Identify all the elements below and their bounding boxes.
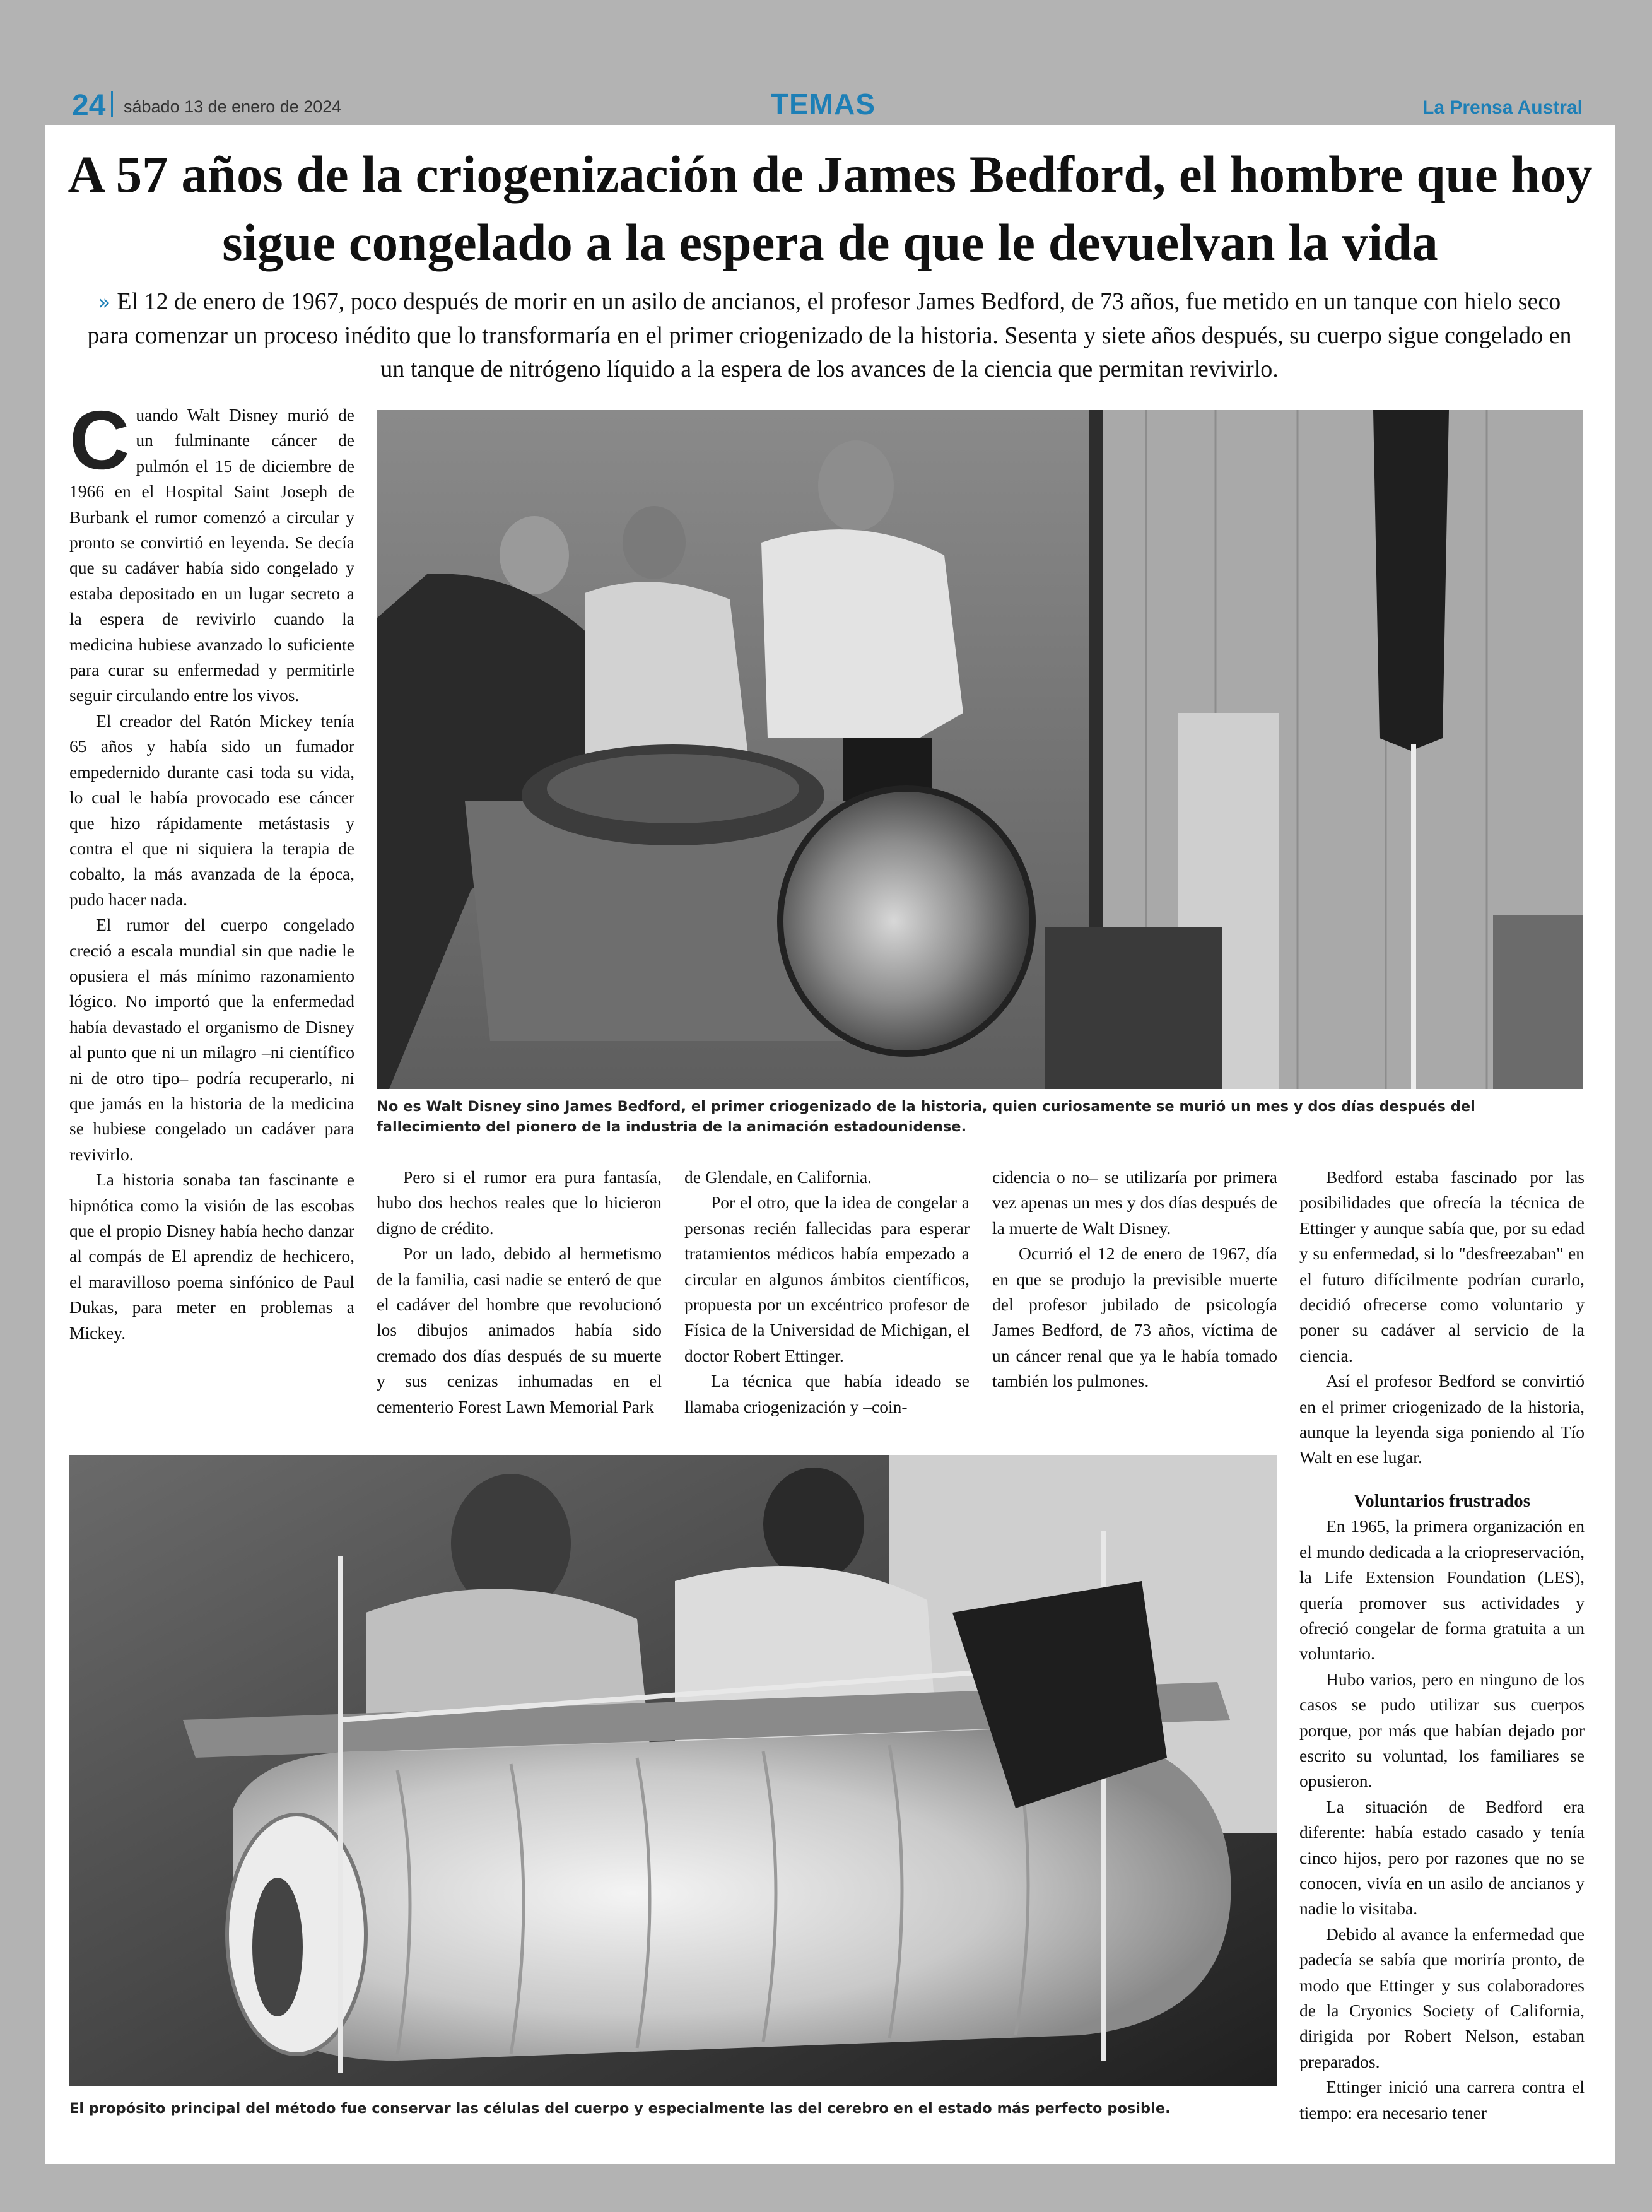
paragraph: La historia sonaba tan fascinante e hipnótica como la visión de las escobas que el propio Disney había hecho danzar al compás de El aprendiz de hechicero, el maravilloso poema sinfónico de Paul Dukas, para meter en problemas a Mickey.	[69, 1170, 354, 1343]
article-column-3	[684, 1165, 970, 1420]
paragraph: cidencia o no– se utilizaría por primera vez apenas un mes y dos días después de la muerte de Walt Disney.	[992, 1167, 1277, 1238]
lede-text: El 12 de enero de 1967, poco después de morir en un asilo de ancianos, el profesor James Bedford, de 73 años, fue metido en un tanque con hielo seco para comenzar un proceso inédito que lo transformaría en el primer criogenizado de la historia. Sesenta y siete años después, su cuerpo sigue congelado en un tanque de nitrógeno líquido a la espera de los avances de la ciencia que permitan revivirlo.	[87, 288, 1572, 382]
headline: A 57 años de la criogenización de James Bedford, el hombre que hoy sigue congelado a la espera de que le devuelvan la vida	[67, 145, 1593, 271]
paragraph: Por el otro, que la idea de congelar a personas recién fallecidas para esperar tratamientos médicos había empezado a circular en algunos ámbitos científicos, propuesta por un excéntrico profesor de Física de la Universidad de Michigan, el doctor Robert Ettinger.	[684, 1192, 970, 1365]
photo-illustration	[377, 410, 1583, 1089]
article-column-5	[1299, 1165, 1585, 2126]
photo-body-wrapping	[69, 1455, 1277, 2086]
paragraph: La técnica que había ideado se llamaba criogenización y –coin-	[684, 1371, 970, 1416]
article-column-1	[69, 394, 354, 1437]
paragraph: El rumor del cuerpo congelado creció a escala mundial sin que nadie le opusiera el más mínimo razonamiento lógico. No importó que la enfermedad había devastado el organismo de Disney al punto que ni un milagro –ni científico ni de otro tipo– podría recuperarlo, ni que jamás en la historia de la medicina se hubiese congelado un cadáver para revivirlo.	[69, 915, 354, 1164]
paragraph: El creador del Ratón Mickey tenía 65 años y había sido un fumador empedernido durante casi toda su vida, lo cual le había provocado ese cáncer que hizo rápidamente metástasis y contra el que ni siquiera la terapia de cobalto, la más avanzada de la época, pudo hacer nada.	[69, 710, 354, 909]
page-number: 24	[72, 89, 106, 122]
drop-cap: C	[69, 394, 130, 486]
newspaper-brand: La Prensa Austral	[1422, 97, 1583, 118]
paragraph: Debido al avance la enfermedad que padecía se sabía que moriría pronto, de modo que Ettinger y sus colaboradores de la Cryonics Society of California, dirigida por Robert Nelson, estaban preparados.	[1299, 1924, 1585, 2071]
photo-illustration	[69, 1455, 1277, 2086]
header-divider	[111, 91, 113, 117]
paragraph: Ocurrió el 12 de enero de 1967, día en que se produjo la previsible muerte del profesor jubilado de psicología James Bedford, de 73 años, víctima de un cáncer renal que ya le había tomado también los pulmones.	[992, 1244, 1277, 1391]
article-column-2	[377, 1165, 662, 1420]
subheading: Voluntarios frustrados	[1353, 1490, 1531, 1511]
page-header	[0, 0, 1652, 125]
paragraph: de Glendale, en California.	[684, 1167, 872, 1187]
paragraph: Así el profesor Bedford se convirtió en el primer criogenizado de la historia, aunque la leyenda siga poniendo al Tío Walt en ese lugar.	[1299, 1371, 1585, 1468]
paragraph: Cuando Walt Disney murió de un fulminante cáncer de pulmón el 15 de diciembre de 1966 en el Hospital Saint Joseph de Burbank el rumor comenzó a circular y pronto se convirtió en leyenda. Se decía que su cadáver había sido congelado y estaba depositado en un lugar secreto a la espera de revivirlo cuando la medicina hubiese avanzado lo suficiente para curar su enfermedad y permitirle seguir circulando entre los vivos.	[69, 394, 354, 705]
paragraph: Hubo varios, pero en ninguno de los casos se pudo utilizar sus cuerpos porque, por más que habían dejado por escrito su voluntad, los familiares se opusieron.	[1299, 1669, 1585, 1791]
paragraph: En 1965, la primera organización en el mundo dedicada a la criopreservación, la Life Extension Foundation (LES), quería promover sus actividades y ofreció congelar de forma gratuita a un voluntario.	[1299, 1516, 1585, 1664]
photo-caption-bottom: El propósito principal del método fue conservar las células del cuerpo y especialmente las del cerebro en el estado más perfecto posible.	[69, 2100, 1171, 2117]
paragraph: Por un lado, debido al hermetismo de la familia, casi nadie se enteró de que el cadáver del hombre que revolucionó los dibujos animados había sido cremado dos días después de su muerte y sus cenizas inhumadas en el cementerio Forest Lawn Memorial Park	[377, 1244, 662, 1416]
issue-date: sábado 13 de enero de 2024	[124, 97, 342, 116]
lede	[76, 285, 1583, 386]
article-column-4	[992, 1165, 1277, 1394]
paragraph: Ettinger inició una carrera contra el tiempo: era necesario tener	[1299, 2077, 1585, 2122]
paragraph: La situación de Bedford era diferente: había estado casado y tenía cinco hijos, pero por razones que no se conocen, vivía en un asilo de ancianos y nadie lo visitaba.	[1299, 1796, 1585, 1919]
paragraph: Pero si el rumor era pura fantasía, hubo dos hechos reales que lo hicieron digno de crédito.	[377, 1167, 662, 1238]
section-name: TEMAS	[771, 88, 876, 121]
chevron-right-icon: »	[98, 290, 111, 314]
photo-bedford-capsule	[377, 410, 1583, 1089]
paragraph: Bedford estaba fascinado por las posibilidades que ofrecía la técnica de Ettinger y aunque sabía que, por su edad y su enfermedad, si lo "desfreezaban" en el futuro difícilmente podrían curarlo, decidió ofrecerse como voluntario y poner su cadáver al servicio de la ciencia.	[1299, 1167, 1585, 1365]
photo-caption-top: No es Walt Disney sino James Bedford, el primer criogenizado de la historia, quien curiosamente se murió un mes y dos días después del fallecimiento del pionero de la industria de la animación estadounidense.	[377, 1098, 1475, 1135]
